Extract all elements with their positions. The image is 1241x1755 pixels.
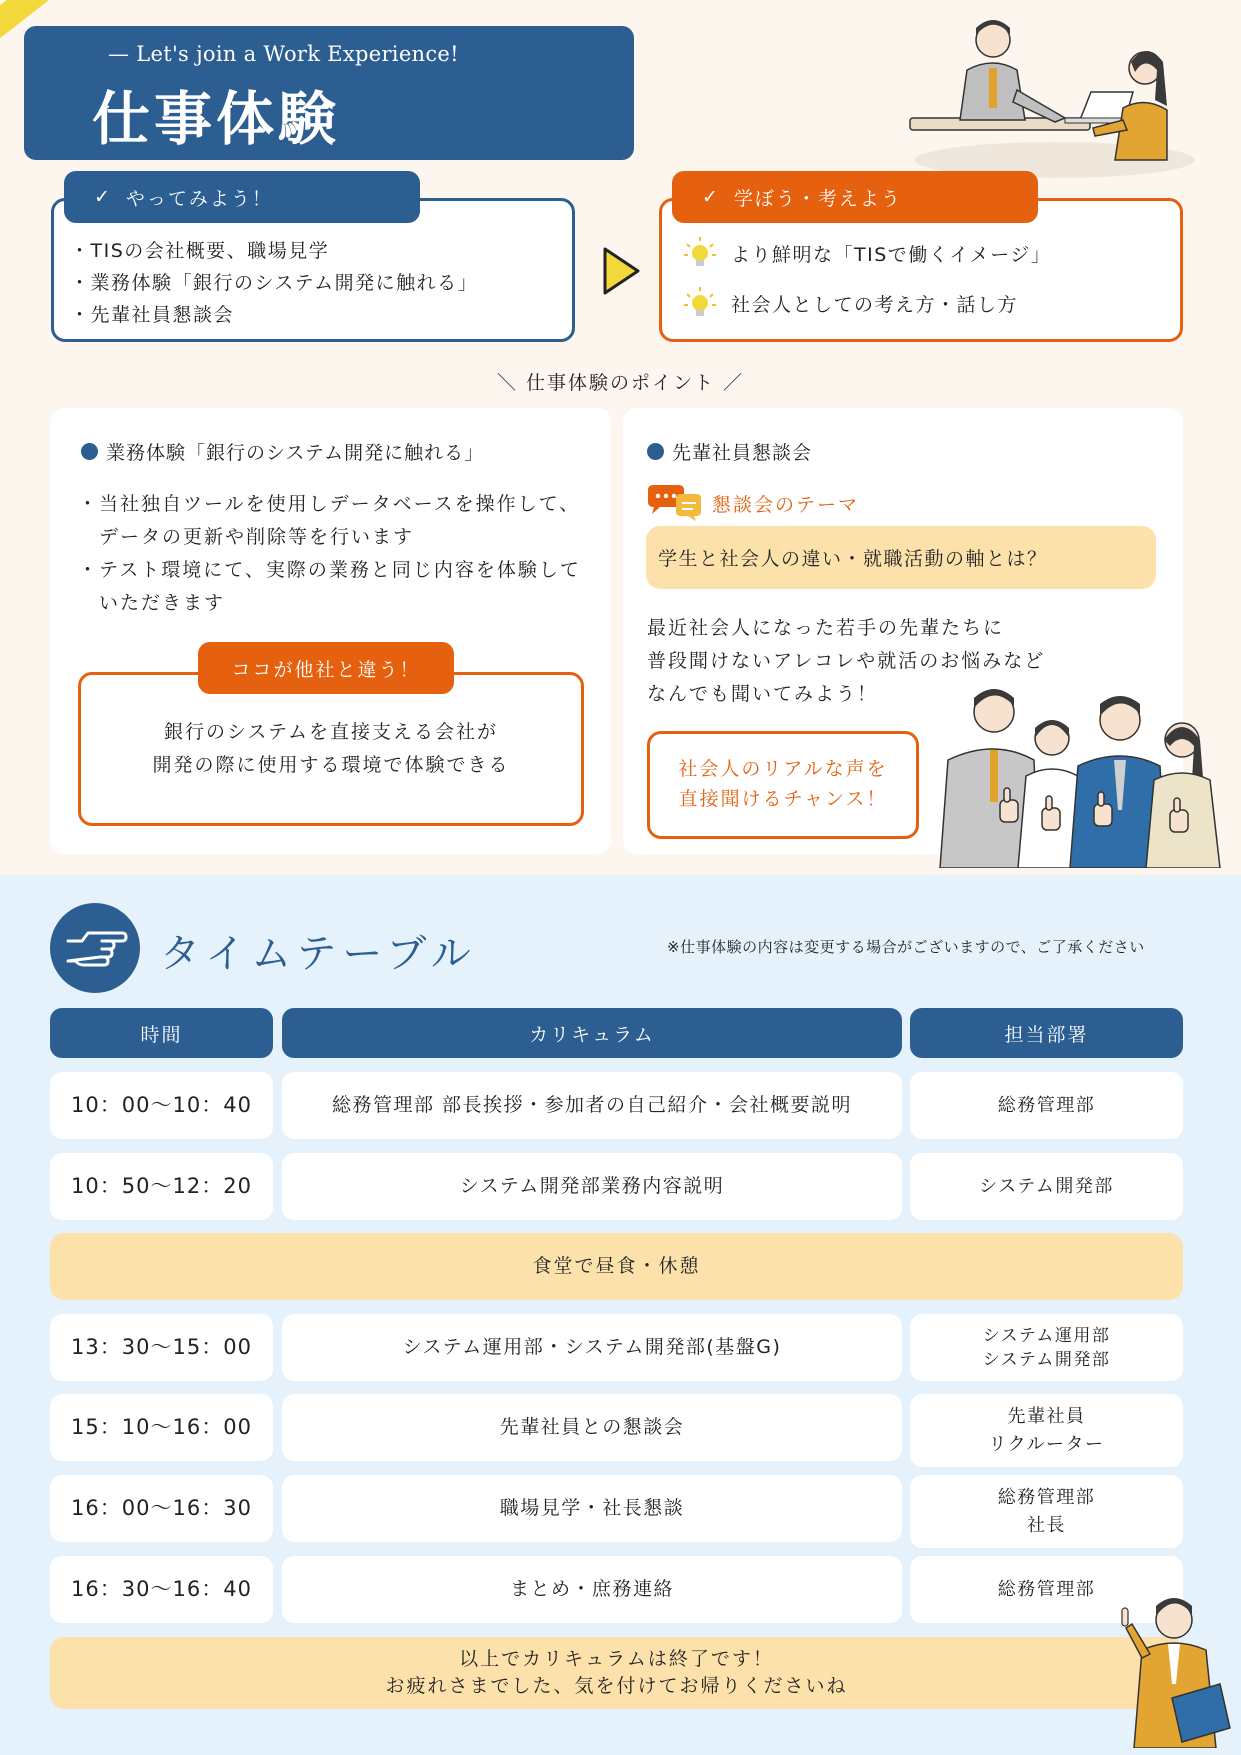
dept-line: システム開発部 bbox=[979, 1176, 1114, 1197]
try-item: ・先輩社員懇談会 bbox=[70, 304, 235, 326]
row-time: 16：00〜16：30 bbox=[50, 1475, 273, 1542]
pointing-hand-icon bbox=[50, 903, 140, 993]
learn-item-text: より鮮明な「TISで働くイメージ」 bbox=[731, 243, 1052, 266]
theme-heading bbox=[646, 484, 859, 522]
learn-label-pill bbox=[672, 171, 1038, 223]
try-item: ・TISの会社概要、職場見学 bbox=[70, 240, 330, 262]
row-curriculum: システム開発部業務内容説明 bbox=[282, 1153, 902, 1220]
row-dept bbox=[910, 1475, 1183, 1548]
text-line: お疲れさまでした、気を付けてお帰りくださいね bbox=[385, 1675, 848, 1697]
check-icon: ✓ bbox=[702, 186, 720, 208]
try-label-pill bbox=[64, 171, 420, 223]
text-line: なんでも聞いてみよう！ bbox=[647, 683, 879, 705]
staff-pointing-illustration bbox=[1112, 1588, 1236, 1748]
timetable-title: タイムテーブル bbox=[160, 931, 477, 977]
row-time: 16：30〜16：40 bbox=[50, 1556, 273, 1623]
header-curriculum: カリキュラム bbox=[282, 1008, 902, 1058]
dept-line: 社長 bbox=[1027, 1514, 1066, 1536]
play-arrow-icon bbox=[602, 246, 642, 296]
row-time: 15：10〜16：00 bbox=[50, 1394, 273, 1461]
learn-item bbox=[683, 286, 1018, 320]
try-label: やってみよう！ bbox=[125, 187, 273, 210]
theme-label: 懇談会のテーマ bbox=[712, 493, 860, 516]
text-line: 開発の際に使用する環境で体験できる bbox=[152, 754, 510, 776]
points-title: ＼ 仕事体験のポイント ／ bbox=[496, 372, 745, 394]
row-dept bbox=[910, 1314, 1183, 1381]
dept-line: 総務管理部 bbox=[997, 1095, 1096, 1116]
dept-line: 先輩社員 bbox=[1007, 1405, 1086, 1427]
theme-box: 学生と社会人の違い・就職活動の軸とは？ bbox=[646, 526, 1156, 589]
closing-band bbox=[50, 1637, 1183, 1709]
learn-item-text: 社会人としての考え方・話し方 bbox=[731, 293, 1019, 316]
row-curriculum: システム運用部・システム開発部(基盤G) bbox=[282, 1314, 902, 1381]
business-meeting-illustration bbox=[905, 10, 1205, 182]
title-banner bbox=[24, 26, 634, 160]
lightbulb-icon bbox=[683, 236, 717, 270]
dept-line: 総務管理部 bbox=[997, 1579, 1096, 1600]
left-panel-text bbox=[78, 488, 581, 620]
pointing-hand-badge bbox=[50, 903, 140, 993]
text-line: 社会人のリアルな声を bbox=[678, 758, 888, 780]
right-heading-text: 先輩社員懇談会 bbox=[672, 442, 813, 464]
try-item: ・業務体験「銀行のシステム開発に触れる」 bbox=[70, 272, 479, 294]
lightbulb-icon bbox=[683, 286, 717, 320]
dept-line: システム開発部 bbox=[982, 1349, 1111, 1370]
row-dept bbox=[910, 1153, 1183, 1220]
timetable-note: ※仕事体験の内容は変更する場合がございますので、ご了承ください bbox=[667, 938, 1145, 956]
right-panel-heading bbox=[647, 438, 812, 465]
text-line: 普段聞けないアレコレや就活のお悩みなど bbox=[647, 650, 1046, 672]
text-line: 以上でカリキュラムは終了です！ bbox=[459, 1648, 774, 1670]
bullet-dot-icon bbox=[647, 443, 664, 460]
text-line: 直接聞けるチャンス！ bbox=[678, 788, 888, 810]
row-time: 10：00〜10：40 bbox=[50, 1072, 273, 1139]
dept-line: リクルーター bbox=[988, 1433, 1105, 1455]
learn-item bbox=[683, 236, 1051, 270]
lunch-band: 食堂で昼食・休憩 bbox=[50, 1233, 1183, 1300]
row-curriculum: まとめ・庶務連絡 bbox=[282, 1556, 902, 1623]
text-line: いただきます bbox=[78, 592, 226, 614]
left-heading-text: 業務体験「銀行のシステム開発に触れる」 bbox=[106, 442, 485, 464]
row-dept bbox=[910, 1394, 1183, 1467]
difference-label: ココが他社と違う！ bbox=[198, 642, 454, 694]
dept-line: システム運用部 bbox=[982, 1325, 1111, 1346]
row-curriculum: 総務管理部 部長挨拶・参加者の自己紹介・会社概要説明 bbox=[282, 1072, 902, 1139]
left-panel-heading bbox=[81, 438, 484, 465]
row-time: 10：50〜12：20 bbox=[50, 1153, 273, 1220]
team-thumbs-up-illustration bbox=[934, 680, 1224, 868]
row-time: 13：30〜15：00 bbox=[50, 1314, 273, 1381]
check-icon: ✓ bbox=[94, 186, 112, 208]
banner-title: 仕事体験 bbox=[92, 85, 341, 153]
row-dept bbox=[910, 1072, 1183, 1139]
chance-box bbox=[647, 731, 919, 839]
dept-line: 総務管理部 bbox=[997, 1486, 1096, 1508]
text-line: ・テスト環境にて、実際の業務と同じ内容を体験して bbox=[78, 559, 581, 581]
header-time: 時間 bbox=[50, 1008, 273, 1058]
text-line: データの更新や削除等を行います bbox=[78, 526, 415, 548]
banner-subtitle: — Let's join a Work Experience! bbox=[108, 42, 459, 66]
text-line: ・当社独自ツールを使用しデータベースを操作して、 bbox=[78, 493, 581, 515]
difference-text bbox=[78, 716, 584, 782]
learn-label: 学ぼう・考えよう bbox=[733, 187, 902, 210]
bullet-dot-icon bbox=[81, 443, 98, 460]
text-line: 最近社会人になった若手の先輩たちに bbox=[647, 617, 1005, 639]
text-line: 銀行のシステムを直接支える会社が bbox=[163, 721, 499, 743]
row-curriculum: 職場見学・社長懇談 bbox=[282, 1475, 902, 1542]
chat-bubbles-icon bbox=[646, 484, 702, 522]
header-dept: 担当部署 bbox=[910, 1008, 1183, 1058]
row-curriculum: 先輩社員との懇談会 bbox=[282, 1394, 902, 1461]
